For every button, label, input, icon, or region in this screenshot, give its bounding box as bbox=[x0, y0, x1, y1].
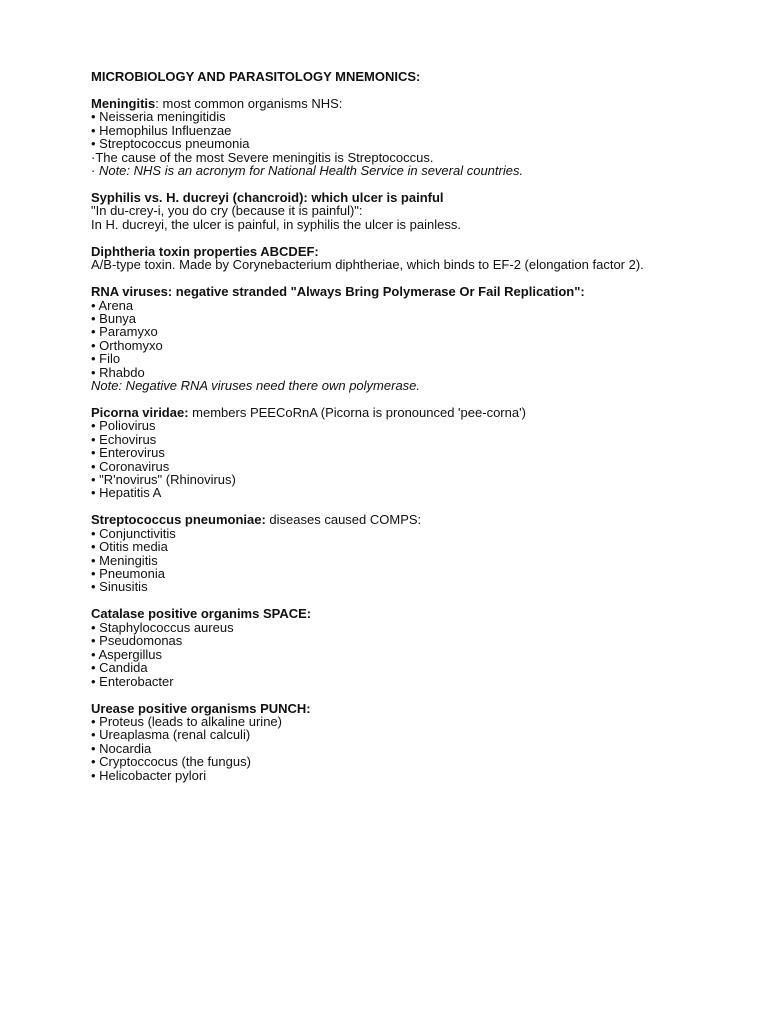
section-syphilis bbox=[91, 191, 751, 231]
section-picorna bbox=[91, 406, 751, 500]
section-strep-pneumoniae bbox=[91, 513, 751, 593]
section-urease bbox=[91, 702, 751, 782]
list-item: • Candida bbox=[91, 660, 148, 676]
list-item: • Meningitis bbox=[91, 552, 158, 568]
list-item: • Otitis media bbox=[91, 539, 168, 555]
body-text: In H. ducreyi, the ulcer is painful, in syphilis the ulcer is painless. bbox=[91, 216, 461, 232]
section-heading: Meningitis: most common organisms NHS: bbox=[91, 95, 343, 111]
list-item: • Arena bbox=[91, 297, 134, 313]
list-item: • Ureaplasma (renal calculi) bbox=[91, 727, 251, 743]
document-title: MICROBIOLOGY AND PARASITOLOGY MNEMONICS: bbox=[91, 69, 421, 84]
section-heading: Picorna viridae: members PEECoRnA (Picorna is pronounced 'pee-corna') bbox=[91, 405, 526, 420]
body-text: ·The cause of the most Severe meningitis is Streptococcus. bbox=[91, 149, 434, 165]
list-item: • Pneumonia bbox=[91, 566, 165, 582]
section-rna-viruses bbox=[91, 285, 751, 392]
list-item: • Proteus (leads to alkaline urine) bbox=[91, 713, 282, 729]
list-item: • Filo bbox=[91, 351, 121, 367]
section-meningitis bbox=[91, 97, 751, 177]
body-text: "In du-crey-i, you do cry (because it is painful)": bbox=[91, 203, 363, 219]
list-item: • Nocardia bbox=[91, 740, 152, 756]
list-item: • Rhabdo bbox=[91, 364, 145, 380]
list-item: • Paramyxo bbox=[91, 324, 158, 340]
section-heading: Diphtheria toxin properties ABCDEF: bbox=[91, 243, 319, 259]
list-item: • Orthomyxo bbox=[91, 337, 163, 353]
list-item: • "R'novirus" (Rhinovirus) bbox=[91, 472, 236, 488]
list-item: • Staphylococcus aureus bbox=[91, 619, 234, 635]
list-item: • Enterobacter bbox=[91, 673, 174, 689]
list-item: • Helicobacter pylori bbox=[91, 767, 207, 783]
list-item: • Poliovirus bbox=[91, 418, 156, 434]
list-item: • Pseudomonas bbox=[91, 633, 183, 649]
list-item: • Enterovirus bbox=[91, 445, 165, 461]
list-item: • Conjunctivitis bbox=[91, 525, 176, 541]
list-item: • Aspergillus bbox=[91, 646, 163, 662]
section-catalase bbox=[91, 607, 751, 687]
section-heading: Syphilis vs. H. ducreyi (chancroid): which ulcer is painful bbox=[91, 189, 444, 205]
list-item: • Sinusitis bbox=[91, 579, 148, 595]
section-heading: RNA viruses: negative stranded "Always Bring Polymerase Or Fail Replication": bbox=[91, 284, 585, 300]
list-item: • Hepatitis A bbox=[91, 485, 162, 501]
section-heading: Catalase positive organims SPACE: bbox=[91, 606, 312, 622]
section-heading: Urease positive organisms PUNCH: bbox=[91, 700, 311, 716]
body-text: A/B-type toxin. Made by Corynebacterium diphtheriae, which binds to EF-2 (elongation factor 2). bbox=[91, 257, 644, 273]
section-heading: Streptococcus pneumoniae: diseases caused COMPS: bbox=[91, 512, 422, 528]
list-item: • Coronavirus bbox=[91, 458, 170, 474]
list-item: • Bunya bbox=[91, 310, 137, 326]
note-text: · Note: NHS is an acronym for National Health Service in several countries. bbox=[91, 162, 524, 178]
section-diphtheria bbox=[91, 245, 751, 272]
document-page bbox=[91, 70, 751, 782]
note-text: Note: Negative RNA viruses need there own polymerase. bbox=[91, 378, 421, 393]
list-item: • Streptococcus pneumonia bbox=[91, 136, 250, 152]
list-item: • Hemophilus Influenzae bbox=[91, 122, 232, 138]
list-item: • Echovirus bbox=[91, 431, 157, 447]
list-item: • Cryptoccocus (the fungus) bbox=[91, 754, 251, 770]
list-item: • Neisseria meningitidis bbox=[91, 109, 226, 125]
